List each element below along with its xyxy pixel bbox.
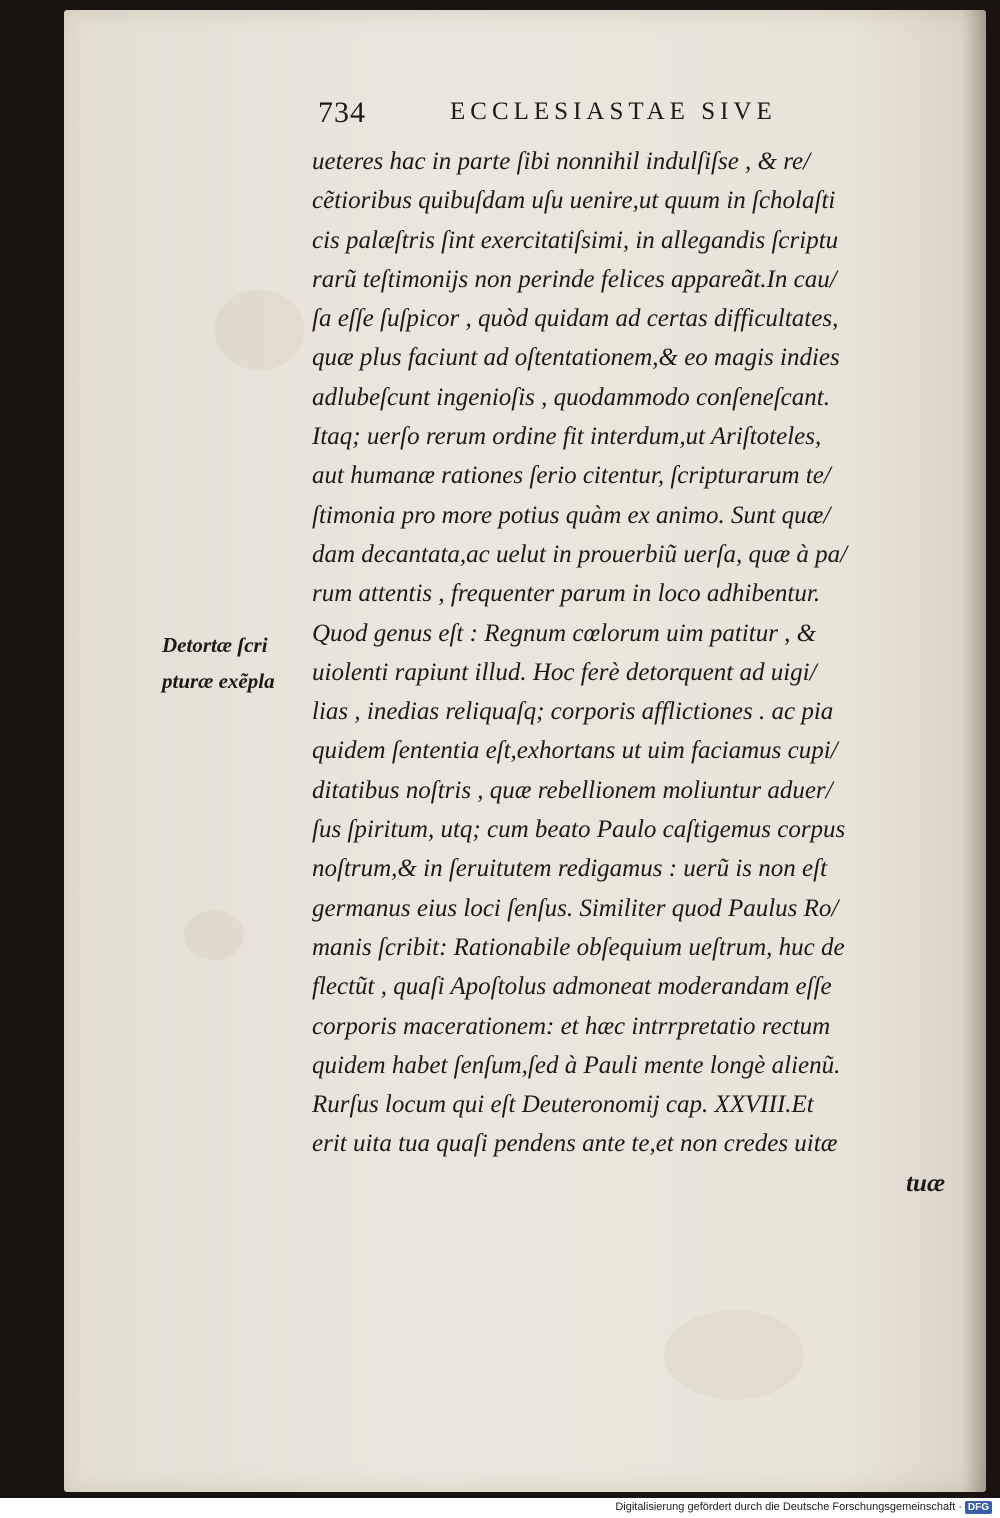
text-line: cẽtioribus quibuſdam uſu uenire,ut quum in ſcholaſti (312, 187, 836, 215)
text-line: Quod genus eſt : Regnum cœlorum uim patitur , & (312, 619, 817, 647)
text-line: quæ plus faciunt ad oſtentationem,& eo magis indies (312, 344, 840, 372)
funding-credit: Digitalisierung gefördert durch die Deutsche Forschungsgemeinschaft · (615, 1501, 962, 1513)
footer-bar (0, 1498, 1000, 1518)
text-line: rum attentis , frequenter parum in loco adhibentur. (312, 580, 821, 608)
text-line: ueteres hac in parte ſibi nonnihil indulſiſse , & re/ (312, 148, 811, 175)
text-line: uiolenti rapiunt illud. Hoc ferè detorquent ad uigi/ (312, 658, 817, 686)
margin-note (162, 627, 312, 699)
paper-stain (664, 1310, 804, 1400)
text-line: Itaq; uerſo rerum ordine fit interdum,ut Ariſtoteles, (312, 423, 822, 451)
text-line: ſus ſpiritum, utq; cum beato Paulo caſtigemus corpus (312, 816, 846, 844)
text-line: rarũ teſtimonijs non perinde felices appareãt.In cau/ (312, 265, 837, 293)
text-line: ſa eſſe ſuſpicor , quòd quidam ad certas difficultates, (312, 305, 839, 333)
body-text (312, 142, 957, 1203)
text-line: germanus eius loci ſenſus. Similiter quod Paulus Ro/ (312, 894, 839, 922)
text-line: ditatibus noſtris , quæ rebellionem moliuntur aduer/ (312, 776, 833, 804)
text-line: aut humanæ rationes ſerio citentur, ſcripturarum te/ (312, 462, 831, 490)
paper-stain (184, 910, 244, 960)
text-line: dam decantata,ac uelut in prouerbiũ uerſa, quæ à pa/ (312, 540, 848, 568)
dfg-logo: DFG (965, 1501, 992, 1514)
text-line: corporis macerationem: et hæc intrrpretatio rectum (312, 1012, 831, 1040)
text-line: quidem ſententia eſt,exhortans ut uim faciamus cupi/ (312, 737, 838, 765)
margin-note-line: Detortæ ſcri (162, 633, 268, 657)
text-line: manis ſcribit: Rationabile obſequium ueſtrum, huc de (312, 933, 845, 961)
text-line: quidem habet ſenſum,ſed à Pauli mente longè alienũ. (312, 1051, 841, 1079)
text-line: lias , inedias reliquaſq; corporis afflictiones . ac pia (312, 698, 834, 726)
text-line: erit uita tua quaſi pendens ante te,et non credes uitæ (312, 1130, 838, 1158)
text-line: flectũt , quaſi Apoſtolus admoneat moderandam eſſe (312, 973, 832, 1001)
margin-note-line: pturæ exẽpla (162, 669, 275, 693)
catchword: tuæ (906, 1169, 945, 1197)
text-line: adlubeſcunt ingenioſis , quodammodo conſeneſcant. (312, 383, 830, 411)
page-number: 734 (318, 96, 366, 129)
running-title: ECCLESIASTAE SIVE (450, 98, 777, 125)
text-line: noſtrum,& in ſeruitutem redigamus : uerũ is non eſt (312, 855, 828, 883)
running-head (318, 96, 898, 136)
page-edge-shadow (962, 10, 986, 1492)
text-line: ſtimonia pro more potius quàm ex animo. Sunt quæ/ (312, 501, 831, 529)
text-line: Rurſus locum qui eſt Deuteronomij cap. XXVIII.Et (312, 1091, 814, 1119)
paper-stain (214, 290, 304, 370)
text-line: cis palæſtris ſint exercitatiſsimi, in allegandis ſcriptu (312, 226, 839, 254)
